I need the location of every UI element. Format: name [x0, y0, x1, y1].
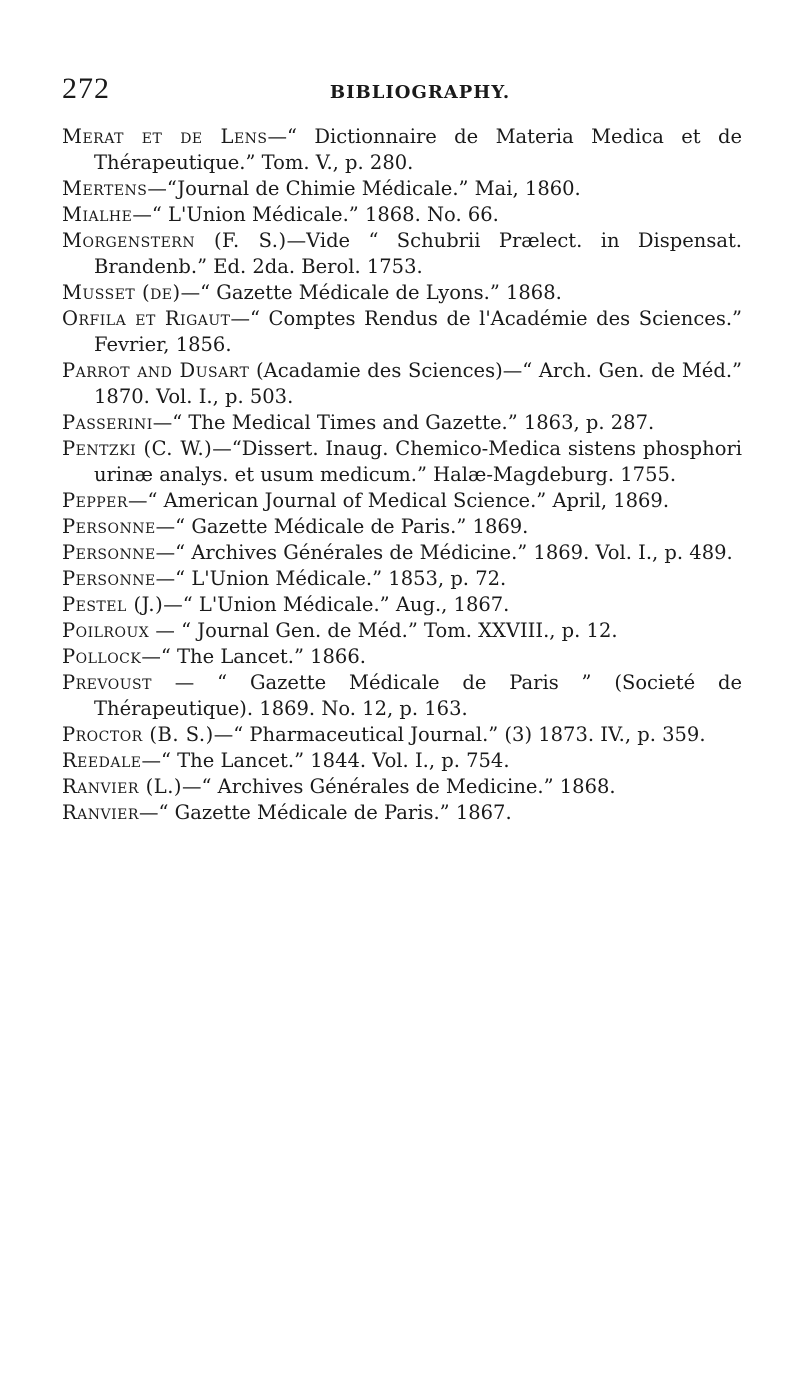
entry-author: Personne [62, 567, 156, 590]
bibliography-entry [62, 306, 742, 358]
bibliography-entry [62, 748, 742, 774]
bibliography-entry [62, 124, 742, 176]
bibliography-entry [62, 358, 742, 410]
entry-author: Proctor (B. S.) [62, 723, 214, 746]
entry-author: Ranvier (L.) [62, 775, 183, 798]
entry-author: Personne [62, 541, 156, 564]
entry-author: Prevoust [62, 671, 152, 694]
entry-text: —“ Archives Générales de Medicine.” 1868. [182, 775, 616, 798]
entry-text: —“ Gazette Médicale de Paris.” 1867. [138, 801, 512, 824]
bibliography-entry [62, 228, 742, 280]
entry-author: Parrot and Dusart [62, 359, 250, 382]
entry-author: Mertens [62, 177, 148, 200]
entry-text: —“ Dictionnaire de Materia Medica et de Thérapeutique.” Tom. V., p. 280. [94, 125, 742, 174]
entry-text: —“ The Lancet.” 1844. Vol. I., p. 754. [141, 749, 510, 772]
bibliography-entry [62, 514, 742, 540]
bibliography-entry [62, 618, 742, 644]
entry-author: Mialhe [62, 203, 133, 226]
running-head: BIBLIOGRAPHY. [329, 82, 511, 103]
entry-text: —Vide “ Schubrii Prælect. in Dispensat. Brandenb.” Ed. 2da. Berol. 1753. [94, 229, 743, 278]
bibliography-entry [62, 774, 742, 800]
entry-text: —“ The Medical Times and Gazette.” 1863, p. 287. [152, 411, 655, 434]
bibliography-entry [62, 202, 742, 228]
entry-author: Personne [62, 515, 156, 538]
entry-author: Pentzki (C. W.) [62, 437, 213, 460]
bibliography-list [62, 124, 742, 826]
entry-author: Merat et de Lens [62, 125, 268, 148]
entry-text: —“ L'Union Médicale.” 1868. No. 66. [132, 203, 499, 226]
entry-text: —“ L'Union Médicale.” 1853, p. 72. [155, 567, 507, 590]
entry-author: Passerini [62, 411, 153, 434]
bibliography-entry [62, 670, 742, 722]
entry-author: Reedale [62, 749, 142, 772]
entry-text: (Acadamie des Sciences)—“ Arch. Gen. de Méd.” 1870. Vol. I., p. 503. [94, 359, 743, 408]
entry-author: Poilroux [62, 619, 150, 642]
entry-text: —“ L'Union Médicale.” Aug., 1867. [163, 593, 510, 616]
entry-author: Ranvier [62, 801, 139, 824]
entry-text: —“Dissert. Inaug. Chemico-Medica sistens phosphori urinæ analys. et usum medicum.” Halæ-Magdeburg. 1755. [94, 437, 743, 486]
entry-text: —“Journal de Chimie Médicale.” Mai, 1860. [147, 177, 581, 200]
entry-text: —“ Gazette Médicale de Paris.” 1869. [155, 515, 529, 538]
bibliography-entry [62, 566, 742, 592]
entry-text: —“ Comptes Rendus de l'Académie des Sciences.” Fevrier, 1856. [94, 307, 742, 356]
bibliography-entry [62, 540, 742, 566]
bibliography-entry [62, 800, 742, 826]
entry-author: Musset (de) [62, 281, 181, 304]
bibliography-entry [62, 592, 742, 618]
bibliography-entry [62, 436, 742, 488]
bibliography-entry [62, 176, 742, 202]
entry-text: — “ Gazette Médicale de Paris ” (Societé de Thérapeutique). 1869. No. 12, p. 163. [94, 671, 742, 720]
entry-text: —“ American Journal of Medical Science.” April, 1869. [127, 489, 670, 512]
bibliography-entry [62, 280, 742, 306]
entry-author: Pepper [62, 489, 128, 512]
bibliography-entry [62, 410, 742, 436]
bibliography-entry [62, 722, 742, 748]
entry-text: —“ Pharmaceutical Journal.” (3) 1873. IV., p. 359. [213, 723, 706, 746]
entry-author: Orfila et Rigaut [62, 307, 231, 330]
bibliography-entry [62, 488, 742, 514]
entry-text: —“ Gazette Médicale de Lyons.” 1868. [180, 281, 562, 304]
entry-author: Pestel (J.) [62, 593, 164, 616]
entry-author: Morgenstern (F. S.) [62, 229, 287, 252]
page-number: 272 [62, 72, 110, 105]
entry-author: Pollock [62, 645, 142, 668]
bibliography-entry [62, 644, 742, 670]
entry-text: — “ Journal Gen. de Méd.” Tom. XXVIII., p. 12. [149, 619, 618, 642]
entry-text: —“ Archives Générales de Médicine.” 1869. Vol. I., p. 489. [155, 541, 733, 564]
entry-text: —“ The Lancet.” 1866. [141, 645, 366, 668]
